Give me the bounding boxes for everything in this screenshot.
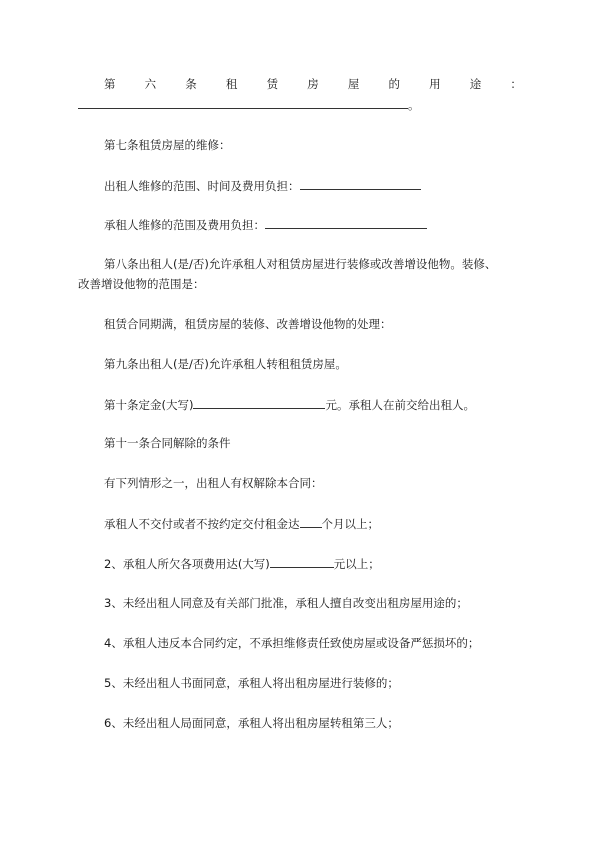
article6-end: 。 (408, 98, 420, 112)
article6-char: 的 (388, 77, 400, 91)
lessee-repair-line (104, 216, 427, 233)
item2-suffix: 元以上； (333, 557, 380, 571)
item2-line (104, 555, 380, 572)
fill-blank (300, 515, 322, 528)
article10-prefix: 第十条定金(大写) (104, 398, 194, 412)
article6-char: 条 (185, 77, 197, 91)
item1-line (104, 515, 379, 532)
article10-suffix: 元。承租人在前交给出租人。 (325, 398, 475, 412)
item5-line: 5、未经出租人书面同意，承租人将出租房屋进行装修的； (104, 676, 399, 690)
article7-title: 第七条租赁房屋的维修： (104, 138, 231, 152)
article11-title: 第十一条合同解除的条件 (104, 436, 231, 450)
article10-line (104, 396, 475, 413)
article6-char: 六 (144, 77, 157, 91)
article6-char: 屋 (347, 77, 360, 91)
article6-char: 用 (429, 77, 441, 91)
article6-char: 赁 (266, 77, 279, 91)
fill-blank (78, 96, 408, 109)
lessor-repair-label: 出租人维修的范围、时间及费用负担： (104, 179, 300, 193)
article6-heading (104, 76, 522, 92)
fill-blank (270, 555, 334, 568)
lessor-repair-line (104, 177, 421, 194)
item2-prefix: 2、承租人所欠各项费用达(大写) (104, 557, 270, 571)
item1-prefix: 承租人不交付或者不按约定交付租金达 (104, 517, 300, 531)
article9-line: 第九条出租人(是/否)允许承租人转租租赁房屋。 (104, 357, 347, 371)
article8-line2: 改善增设他物的范围是： (78, 277, 205, 291)
article6-blank-line (78, 96, 420, 113)
article6-char: 租 (225, 77, 238, 91)
fill-blank (300, 177, 421, 190)
item6-line: 6、未经出租人局面同意，承租人将出租房屋转租第三人； (104, 716, 399, 730)
article6-char: 途 (469, 77, 482, 91)
lessee-repair-label: 承租人维修的范围及费用负担： (104, 218, 265, 232)
item4-line: 4、承租人违反本合同约定，不承担维修责任致使房屋或设备严惩损坏的； (104, 636, 480, 650)
article11-intro: 有下列情形之一，出租人有权解除本合同： (104, 476, 323, 490)
fill-blank (265, 216, 427, 229)
article6-char: 房 (307, 77, 319, 91)
item3-line: 3、未经出租人同意及有关部门批准，承租人擅自改变出租房屋用途的； (104, 596, 468, 610)
fill-blank (193, 396, 325, 409)
article6-char: ： (510, 77, 522, 91)
item1-suffix: 个月以上； (321, 517, 379, 531)
article8-line1: 第八条出租人(是/否)允许承租人对租赁房屋进行装修或改善增设他物。装修、 (104, 257, 497, 271)
lease-end-line: 租赁合同期满，租赁房屋的装修、改善增设他物的处理： (104, 317, 392, 331)
article6-char: 第 (104, 77, 116, 91)
